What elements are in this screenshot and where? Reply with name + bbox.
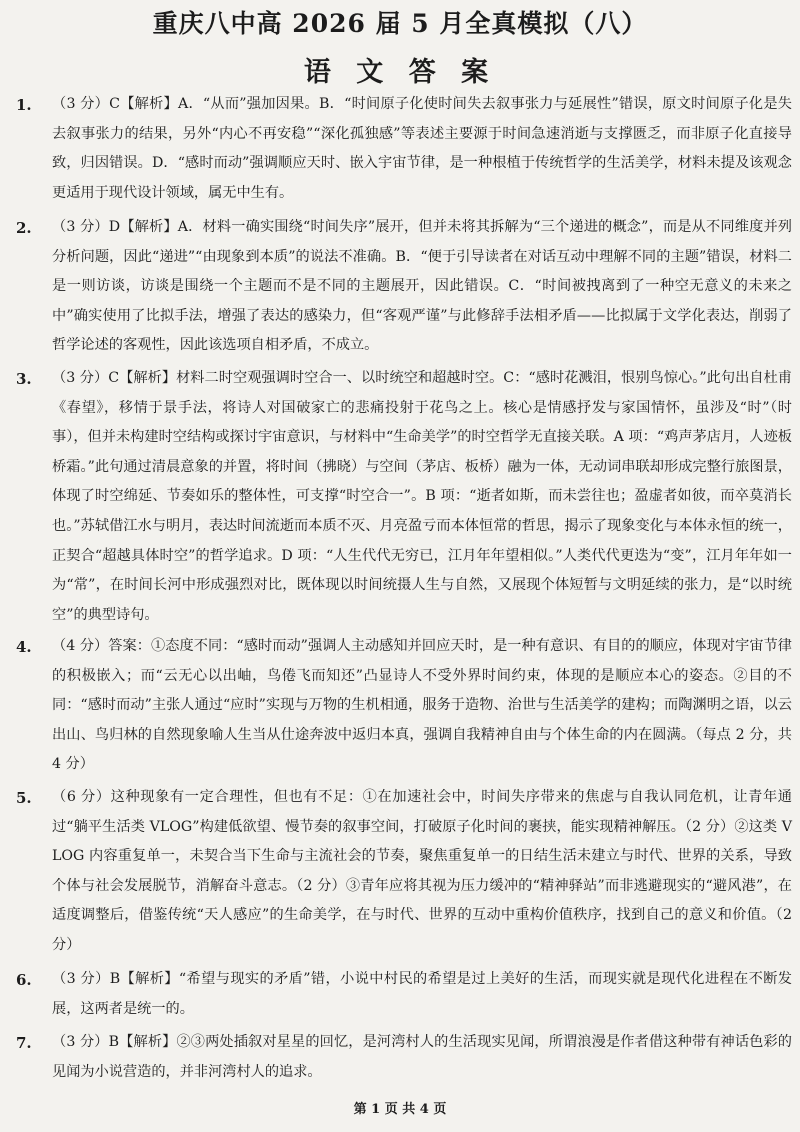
answer-number: 4.	[16, 638, 32, 656]
answer-text: （4 分）答案：①态度不同：“感时而动”强调人主动感知并回应天时，是一种有意识、有目的的顺应，体现对宇宙节律的积极嵌入；而“云无心以出岫，鸟倦飞而知还”凸显诗人不受外界时间约束，体现的是顺应本心的姿态。②目的不同：“感时而动”主张人通过“应时”实现与万物的生机相通，服务于造物、治世与生活美学的建构；而陶渊明之语，以云出山、鸟归林的自然现象喻人生当从仕途奔波中返归本真，强调自我精神自由与个体生命的内在圆满。（每点 2 分，共 4 分）	[52, 638, 792, 773]
answer-text: （3 分）C【解析】A．“从而”强加因果。B．“时间原子化使时间失去叙事张力与延展性”错误，原文时间原子化是失去叙事张力的结果，另外“内心不再安稳”“深化孤独感”等表述主要源于时间急速消逝与支撑匮乏，而非原子化直接导致，归因错误。D．“感时而动”强调顺应天时、嵌入宇宙节律，是一种根植于传统哲学的生活美学，材料未提及该观念更适用于现代设计领域，属无中生有。	[52, 96, 792, 201]
page-number: 第 1 页 共 4 页	[353, 1102, 447, 1117]
answer-text: （3 分）D【解析】A．材料一确实围绕“时间失序”展开，但并未将其拆解为“三个递进的概念”，而是从不同维度并列分析问题，因此“递进”“由现象到本质”的说法不准确。B．“便于引导读者在对话互动中理解不同的主题”错误，材料二是一则访谈，访谈是围绕一个主题而不是不同的主题展开，因此错误。C．“时间被拽离到了一种空无意义的未来之中”确实使用了比拟手法，增强了表达的感染力，但“客观严谨”与此修辞手法相矛盾——比拟属于文学化表达，削弱了哲学论述的客观性，因此该选项自相矛盾，不成立。	[52, 219, 792, 354]
answer-number: 5.	[16, 789, 32, 807]
page-title: 重庆八中高 2026 届 5 月全真模拟（八）	[152, 9, 648, 38]
answer-number: 7.	[16, 1034, 32, 1052]
answer-text: （3 分）C【解析】材料二时空观强调时空合一、以时统空和超越时空。C：“感时花溅泪，恨别鸟惊心。”此句出自杜甫《春望》，移情于景手法，将诗人对国破家亡的悲痛投射于花鸟之上。核心是情感抒发与家国情怀，虽涉及“时”（时事），但并未构建时空结构或探讨宇宙意识，与材料中“生命美学”的时空哲学无直接关联。A 项：“鸡声茅店月，人迹板桥霜。”此句通过清晨意象的并置，将时间（拂晓）与空间（茅店、板桥）融为一体，无动词串联却形成完整行旅图景，体现了时空绵延、节奏如乐的整体性，可支撑“时空合一”。B 项：“逝者如斯，而未尝往也；盈虚者如彼，而卒莫消长也。”苏轼借江水与明月，表达时间流逝而本质不灭、月亮盈亏而本体恒常的哲思，揭示了现象变化与本体永恒的统一，正契合“超越具体时空”的哲学追求。D 项：“人生代代无穷已，江月年年望相似。”人类代代更迭为“变”，江月年年如一为“常”，在时间长河中形成强烈对比，既体现以时间统摄人生与自然，又展现个体短暂与文明延续的张力，是“以时统空”的典型诗句。	[52, 370, 792, 623]
answer-text: （6 分）这种现象有一定合理性，但也有不足：①在加速社会中，时间失序带来的焦虑与自我认同危机，让青年通过“躺平生活类 VLOG”构建低欲望、慢节奏的叙事空间，打破原子化时间的裹挟，能实现精神解压。（2 分）②这类 VLOG 内容重复单一，未契合当下生命与主流社会的节奏，聚焦重复单一的日结生活未建立与时代、世界的关系，导致个体与社会发展脱节，消解奋斗意志。（2 分）③青年应将其视为压力缓冲的“精神驿站”而非逃避现实的“避风港”，在适度调整后，借鉴传统“天人感应”的生命美学，在与时代、世界的互动中重构价值秩序，找到自己的意义和价值。（2 分）	[52, 789, 792, 953]
answer-number: 3.	[16, 370, 32, 388]
answer-number: 1.	[16, 96, 32, 114]
answer-text: （3 分）B【解析】②③两处插叙对星星的回忆，是河湾村人的生活现实见闻，所谓浪漫是作者借这种带有神话色彩的见闻为小说营造的，并非河湾村人的追求。	[52, 1034, 792, 1080]
answer-number: 6.	[16, 971, 32, 989]
answer-number: 2.	[16, 219, 32, 237]
page-subtitle: 语 文 答 案	[303, 57, 497, 88]
answer-text: （3 分）B【解析】“希望与现实的矛盾”错，小说中村民的希望是过上美好的生活，而现实就是现代化进程在不断发展，这两者是统一的。	[52, 971, 792, 1017]
